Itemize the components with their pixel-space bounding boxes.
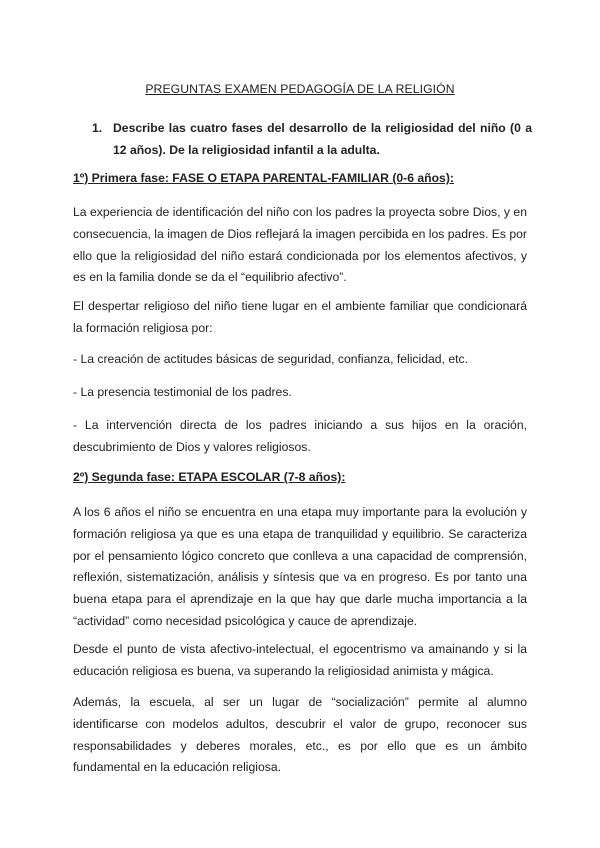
phase-1-paragraph-1: La experiencia de identificación del niño con los padres la proyecta sobre Dios, y en consecuencia, la imagen de Dios reflejará la imagen percibida en los padres. Es por ello que la religiosidad del niño estará condicionada por los elementos afectivos, y es en la familia donde se da el “equilibrio afectivo”. bbox=[73, 205, 527, 285]
question-text: Describe las cuatro fases del desarrollo de la religiosidad del niño (0 a 12 años). De la religiosidad infantil a la adulta. bbox=[113, 121, 532, 157]
phase-2-paragraph-1: A los 6 años el niño se encuentra en una etapa muy importante para la evolución y formación religiosa ya que es una etapa de tranquilidad y equilibrio. Se caracteriza por el pensamiento lógico concreto que conlleva a una capacidad de comprensión, reflexión, sistematización, análisis y síntesis que va en progreso. Es por tanto una buena etapa para el aprendizaje en la que hay que darle mucha importancia a la “actividad” como necesidad psicológica y cauce de aprendizaje. bbox=[73, 505, 527, 628]
phase-2-paragraph-3: Además, la escuela, al ser un lugar de “socialización” permite al alumno identificarse con modelos adultos, descubrir el valor de grupo, reconocer sus responsabilidades y deberes morales, etc., es por ello que es un ámbito fundamental en la educación religiosa. bbox=[73, 695, 527, 775]
phase-1-heading: 1º) Primera fase: FASE O ETAPA PARENTAL-FAMILIAR (0-6 años): bbox=[73, 171, 454, 185]
phase-1-bullet-1: - La creación de actitudes básicas de seguridad, confianza, felicidad, etc. bbox=[73, 352, 468, 366]
question-number: 1. bbox=[92, 121, 103, 135]
phase-2-paragraph-2: Desde el punto de vista afectivo-intelectual, el egocentrismo va amainando y si la educación religiosa es buena, va superando la religiosidad animista y mágica. bbox=[73, 642, 527, 678]
phase-2-heading: 2º) Segunda fase: ETAPA ESCOLAR (7-8 años): bbox=[73, 470, 346, 484]
phase-1-bullet-3: - La intervención directa de los padres iniciando a sus hijos en la oración, descubrimiento de Dios y valores religiosos. bbox=[73, 418, 527, 454]
phase-1-bullet-2: - La presencia testimonial de los padres. bbox=[73, 385, 292, 399]
document-title: PREGUNTAS EXAMEN PEDAGOGÍA DE LA RELIGIÓN bbox=[145, 82, 455, 96]
question-1 bbox=[92, 117, 532, 161]
phase-1-paragraph-2: El despertar religioso del niño tiene lugar en el ambiente familiar que condicionará la formación religiosa por: bbox=[73, 299, 527, 335]
